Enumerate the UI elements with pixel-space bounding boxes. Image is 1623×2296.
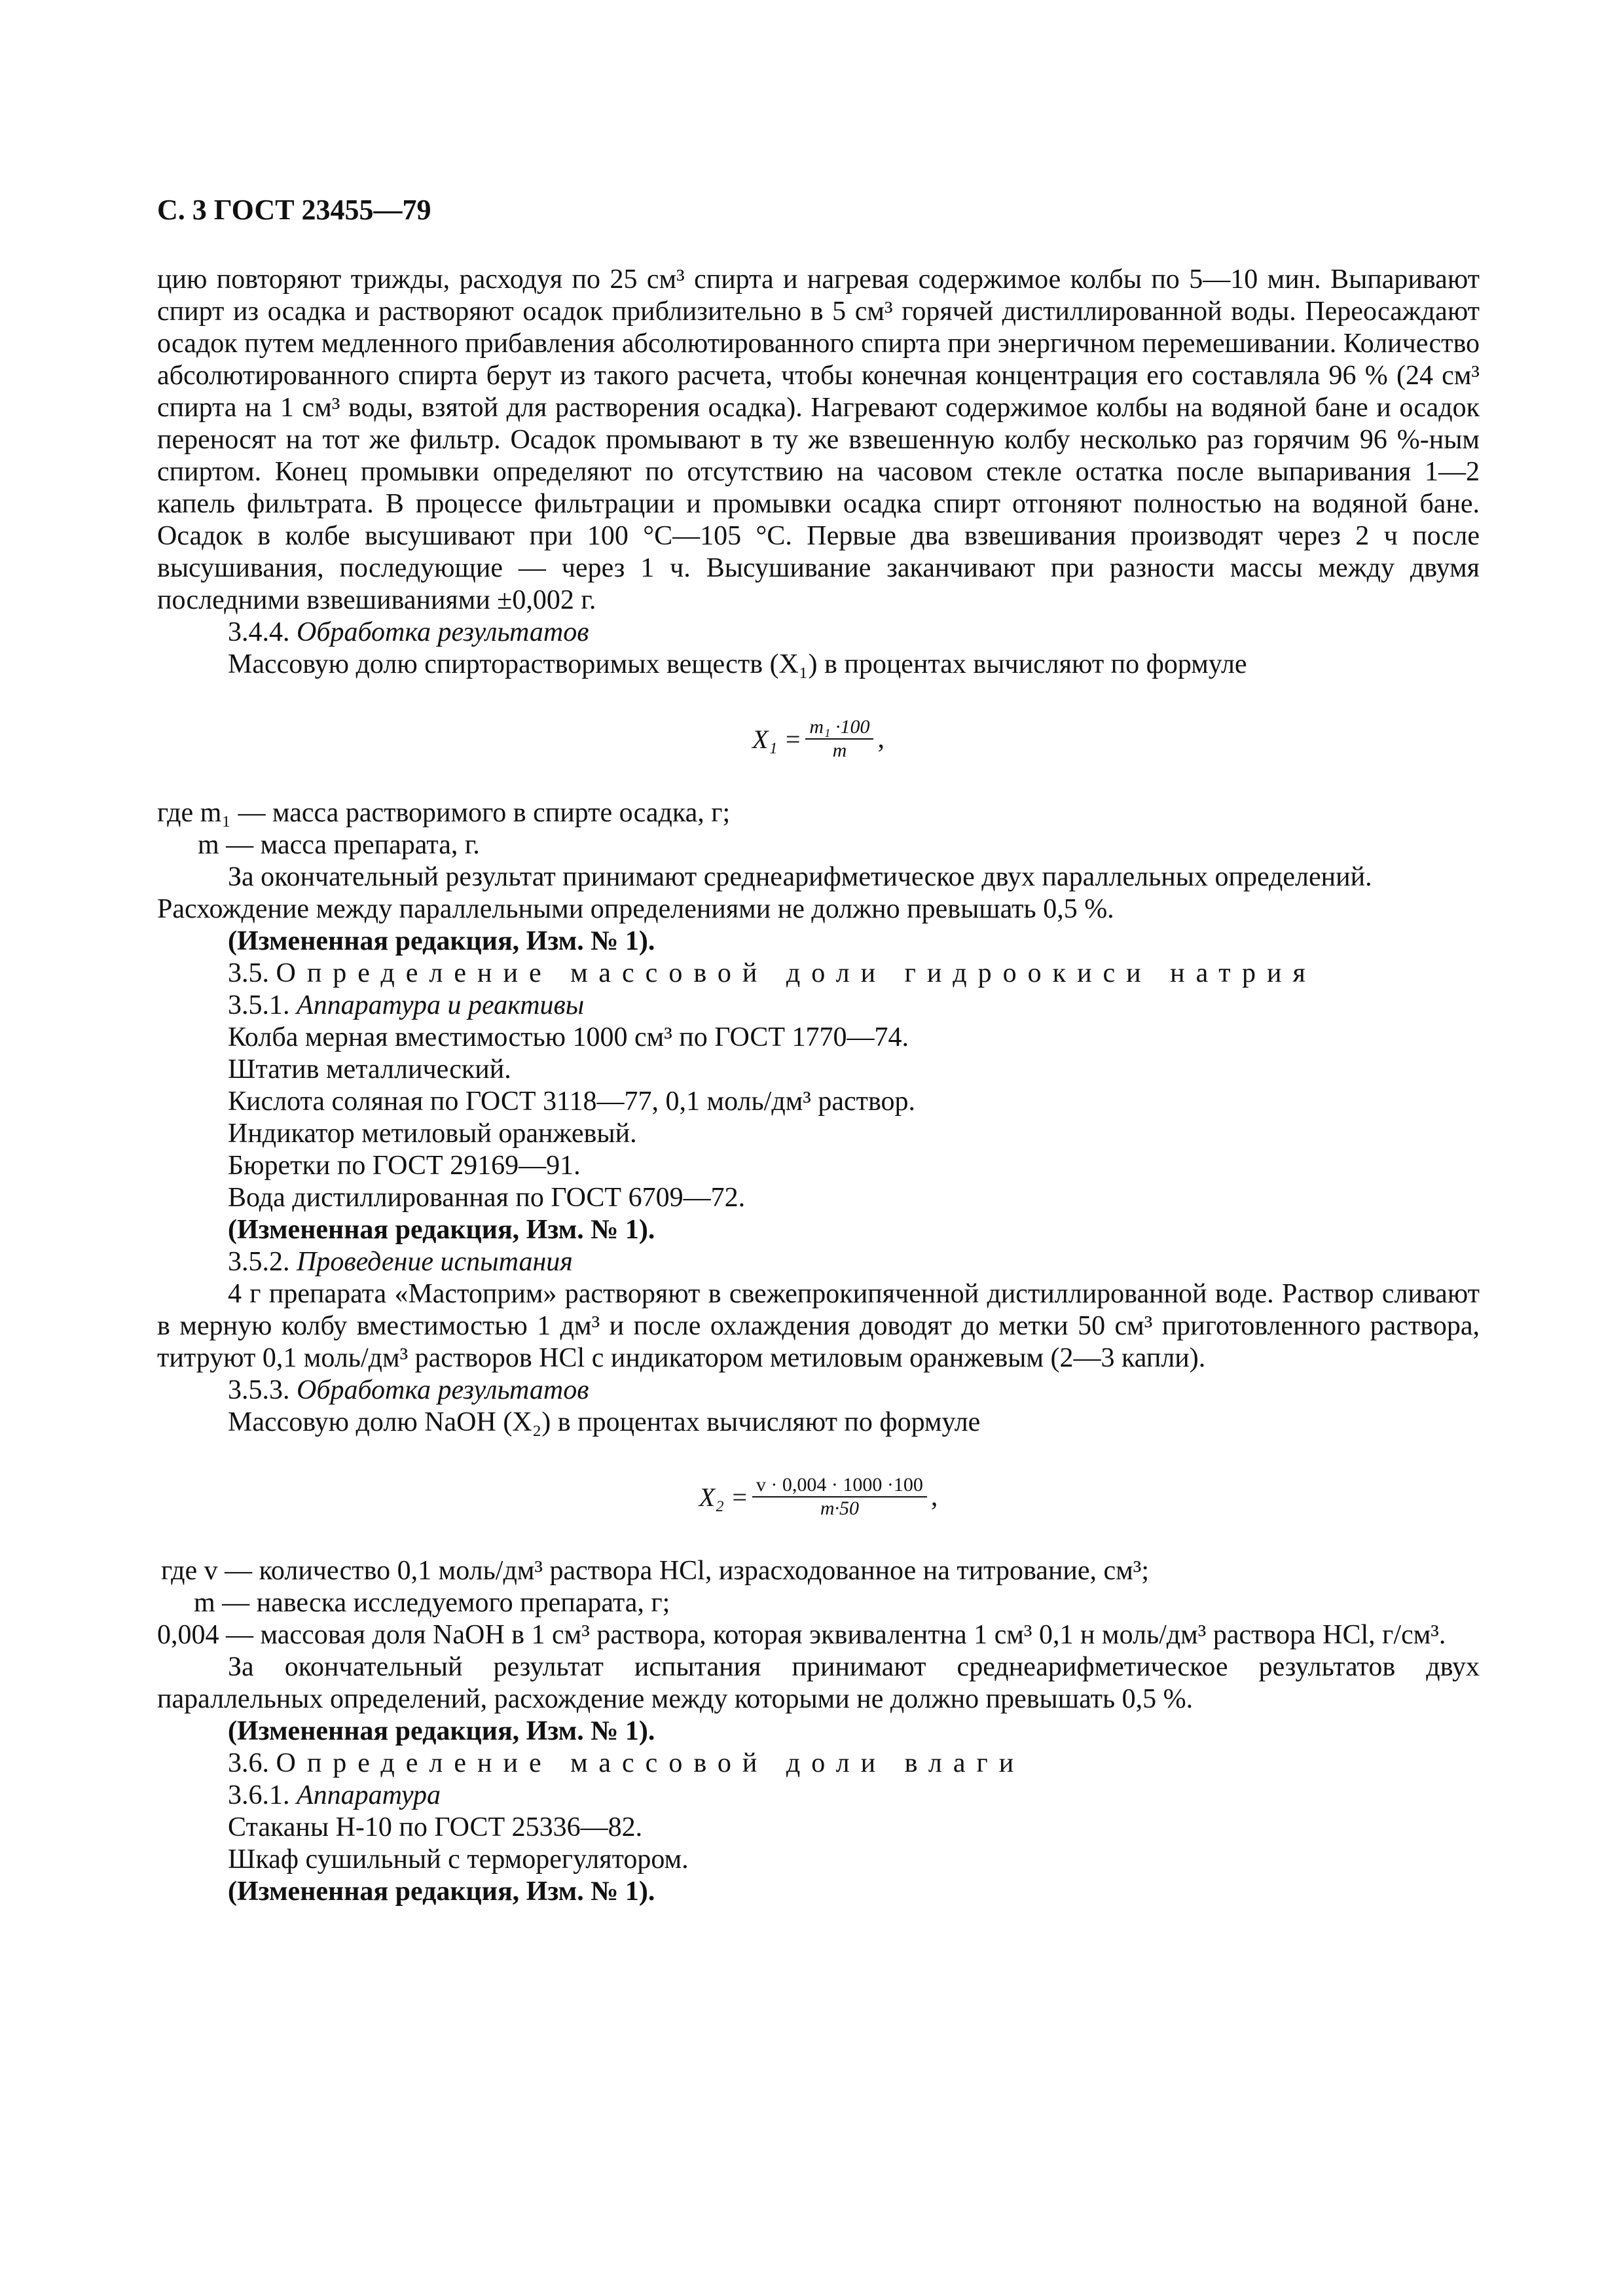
list-item: Колба мерная вместимостью 1000 см³ по ГОСТ 1770—74. [228,1022,909,1052]
section-title: Обработка результатов [297,1375,589,1405]
formula-denominator: m·50 [820,1498,859,1519]
section-title: Определение массовой доли гидроокиси натрия [276,958,1317,988]
list-item: Бюретки по ГОСТ 29169—91. [228,1151,581,1181]
section-title: Обработка результатов [297,617,589,647]
section-3-5-3-heading [157,1374,1480,1407]
formula-fraction [805,716,873,762]
formula-x2 [157,1461,1480,1533]
section-title: Аппаратура [297,1780,441,1810]
formula-intro: Массовую долю спирторастворимых веществ (X₁) в процентах вычисляют по формуле [228,649,1247,679]
formula-denominator: m [832,740,847,761]
list-item: Шкаф сушильный с терморегулятором. [228,1844,689,1874]
formula-fraction [752,1474,927,1520]
section-title: Определение массовой доли влаги [276,1748,1025,1778]
section-3-5-heading [157,958,1480,990]
formula-x1 [157,703,1480,775]
legend-m: m — масса препарата, г. [198,830,480,860]
section-3-6-heading [157,1748,1480,1780]
legend-symbol: 0,004 — [157,1620,261,1650]
amendment-note: (Измененная редакция, Изм. № 1). [228,926,655,956]
final-result-text: За окончательный результат принимают среднеарифметическое двух параллельных определений. [228,862,1372,892]
section-number: 3.5.1. [228,990,290,1020]
section-title: Проведение испытания [297,1247,573,1277]
formula-numerator: m₁ ·100 [805,716,873,740]
section-number: 3.5.3. [228,1375,290,1405]
legend-m: m — навеска исследуемого препарата, г; [194,1588,670,1618]
paragraph-continuation: цию повторяют трижды, расходуя по 25 см³ спирта и нагревая содержимое колбы по 5—10 мин. Выпаривают спирт из осадка и растворяют осадок приблизительно в 5 см³ горячей дистиллированной воды. Переосаждают осадок путем медленного прибавления абсолютированного спирта при энергичном перемешивании. Количество абсолютированного спирта берут из такого расчета, чтобы конечная концентрация его составляла 96 % (24 см³ спирта на 1 см³ воды, взятой для растворения осадка). Нагревают содержимое колбы на водяной бане и осадок переносят на тот же фильтр. Осадок промывают в ту же взвешенную колбу несколько раз горячим 96 %-ным спиртом. Конец промывки определяют по отсутствию на часовом стекле остатка после выпаривания 1—2 капель фильтрата. В процессе фильтрации и промывки осадка спирт отгоняют полностью на водяной бане. Осадок в колбе высушивают при 100 °С—105 °С. Первые два взвешивания производят через 2 ч после высушивания, последующие — через 1 ч. Высушивание заканчивают при разности массы между двумя последними взвешиваниями ±0,002 г. [157,264,1480,615]
list-item: Штатив металлический. [228,1054,511,1085]
legend-v: где v — количество 0,1 моль/дм³ раствора HCl, израсходованное на титрование, см³; [161,1556,1150,1586]
list-item: Кислота соляная по ГОСТ 3118—77, 0,1 моль/дм³ раствор. [228,1086,916,1117]
section-number: 3.6. [228,1748,269,1778]
section-number: 3.5. [228,958,269,988]
section-number: 3.6.1. [228,1780,290,1810]
section-title: Аппаратура и реактивы [297,990,585,1020]
formula-lhs: X₂ = [699,1482,748,1512]
formula-tail: , [930,1481,938,1512]
section-number: 3.5.2. [228,1247,290,1277]
list-item: Вода дистиллированная по ГОСТ 6709—72. [228,1183,746,1213]
formula-intro: Массовую долю NaOH (X₂) в процентах вычисляют по формуле [228,1407,981,1437]
formula-lhs: X₁ = [752,724,802,754]
document-page [157,194,1480,1908]
section-3-4-4-heading [157,617,1480,649]
list-item: Индикатор метиловый оранжевый. [228,1119,637,1149]
legend-0-004 [157,1619,1480,1651]
amendment-note: (Измененная редакция, Изм. № 1). [228,1716,655,1746]
section-3-5-1-heading [157,990,1480,1022]
legend-m1: где m₁ — масса растворимого в спирте осадка, г; [157,798,731,828]
page-header: С. 3 ГОСТ 23455—79 [157,194,431,226]
section-number: 3.4.4. [228,617,290,647]
section-3-6-1-heading [157,1780,1480,1812]
formula-numerator: v · 0,004 · 1000 ·100 [752,1474,927,1498]
final-result-text: За окончательный результат испытания принимают среднеарифметическое результатов двух параллельных определений, расхождение между которыми не должно превышать 0,5 %. [157,1652,1480,1714]
divergence-text: Расхождение между параллельными определениями не должно превышать 0,5 %. [157,894,1114,924]
test-procedure-text: 4 г препарата «Мастоприм» растворяют в свежепрокипяченной дистиллированной воде. Раствор сливают в мерную колбу вместимостью 1 дм³ и после охлаждения доводят до метки 50 см³ приготовленного раствора, титруют 0,1 моль/дм³ растворов HCl с индикатором метиловым оранжевым (2—3 капли). [157,1279,1480,1373]
section-3-5-2-heading [157,1246,1480,1278]
list-item: Стаканы Н-10 по ГОСТ 25336—82. [228,1812,643,1842]
formula-tail: , [877,723,884,754]
amendment-note: (Измененная редакция, Изм. № 1). [228,1215,655,1245]
amendment-note: (Измененная редакция, Изм. № 1). [228,1876,655,1907]
legend-text: массовая доля NaOH в 1 см³ раствора, которая эквивалентна 1 см³ 0,1 н моль/дм³ раствора HCl, г/см³. [260,1620,1446,1650]
